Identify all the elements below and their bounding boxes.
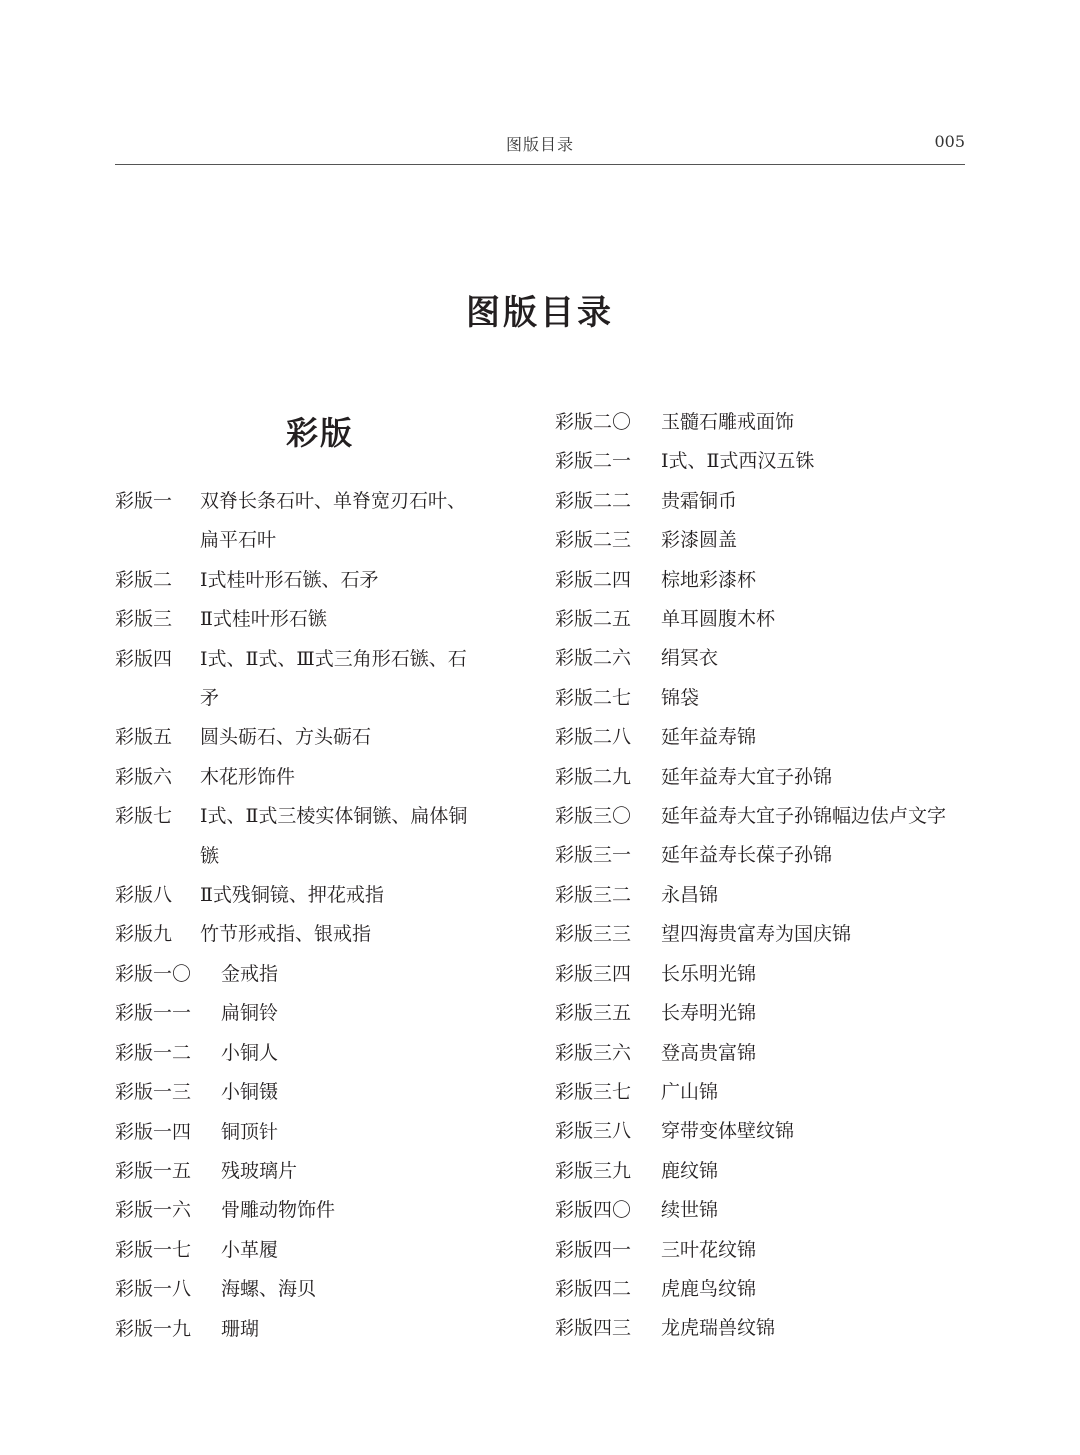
toc-entry-title-line: 鹿纹锦 xyxy=(661,1159,719,1182)
toc-entry-title xyxy=(200,915,535,954)
toc-entry xyxy=(555,797,975,836)
toc-entry-label: 彩版三七 xyxy=(555,1080,632,1103)
toc-entry-title xyxy=(661,758,975,797)
toc-entry-title-line: 延年益寿大宜子孙锦幅边佉卢文字 xyxy=(661,805,947,828)
toc-entry-title-line: 延年益寿长葆子孙锦 xyxy=(661,844,833,867)
toc-entry-label: 彩版一五 xyxy=(115,1159,192,1182)
toc-left-column xyxy=(115,482,535,1349)
toc-entry-title xyxy=(661,403,975,442)
running-header xyxy=(115,128,965,165)
toc-entry-title xyxy=(200,600,535,639)
toc-entry xyxy=(115,758,535,797)
toc-entry xyxy=(115,797,535,876)
toc-entry xyxy=(555,718,975,757)
toc-entry-label: 彩版八 xyxy=(115,884,173,907)
toc-entry-title xyxy=(661,1152,975,1191)
toc-entry xyxy=(115,876,535,915)
toc-entry-label: 彩版六 xyxy=(115,765,173,788)
toc-entry-label: 彩版一四 xyxy=(115,1120,192,1143)
toc-entry-label: 彩版二九 xyxy=(555,765,632,788)
toc-entry-title xyxy=(221,1113,535,1152)
toc-entry-label: 彩版二二 xyxy=(555,489,632,512)
toc-entry-title-continuation: 矛 xyxy=(200,687,220,710)
toc-entry-title-line: 小铜镊 xyxy=(221,1081,279,1104)
toc-entry-label: 彩版三二 xyxy=(555,883,632,906)
toc-entry-label: 彩版三九 xyxy=(555,1159,632,1182)
toc-entry xyxy=(555,1270,975,1309)
page-title: 图版目录 xyxy=(466,293,614,333)
toc-entry-title xyxy=(221,994,535,1033)
toc-entry-label: 彩版一〇 xyxy=(115,962,192,985)
toc-entry xyxy=(555,876,975,915)
toc-entry xyxy=(555,1073,975,1112)
toc-entry-title-line: 龙虎瑞兽纹锦 xyxy=(661,1317,776,1340)
toc-entry-label: 彩版二四 xyxy=(555,568,632,591)
toc-entry xyxy=(115,1034,535,1073)
toc-entry-title-line: Ⅱ式桂叶形石镞 xyxy=(200,608,327,631)
toc-entry-label: 彩版五 xyxy=(115,726,173,749)
toc-entry xyxy=(555,915,975,954)
toc-entry-title-line: 铜顶针 xyxy=(221,1120,279,1143)
toc-entry-title xyxy=(221,1310,535,1349)
toc-entry-title-line: 小革履 xyxy=(221,1238,279,1261)
toc-entry xyxy=(115,994,535,1033)
toc-entry-label: 彩版七 xyxy=(115,805,173,828)
toc-entry-title-continuation: 扁平石叶 xyxy=(200,529,277,552)
toc-entry-title xyxy=(661,679,975,718)
toc-entry xyxy=(115,955,535,994)
toc-entry xyxy=(555,994,975,1033)
toc-entry-title xyxy=(661,1309,975,1348)
toc-entry-label: 彩版一三 xyxy=(115,1081,192,1104)
toc-entry-title xyxy=(661,1270,975,1309)
toc-entry-title-line: 绢冥衣 xyxy=(661,647,719,670)
toc-entry-title-line: 玉髓石雕戒面饰 xyxy=(661,411,795,433)
toc-entry-title xyxy=(661,836,975,875)
toc-entry-title xyxy=(221,1152,535,1191)
toc-entry xyxy=(115,1073,535,1112)
toc-entry-title-line: 彩漆圆盖 xyxy=(661,529,738,552)
toc-entry xyxy=(555,600,975,639)
toc-entry-title-line: 锦袋 xyxy=(661,686,700,709)
toc-entry-title xyxy=(661,521,975,560)
toc-entry-title xyxy=(661,915,975,954)
toc-entry-title-line: 圆头砺石、方头砺石 xyxy=(200,726,372,749)
toc-entry-title-line: 贵霜铜币 xyxy=(661,489,738,512)
toc-entry-label: 彩版四〇 xyxy=(555,1199,632,1222)
toc-entry-label: 彩版三五 xyxy=(555,1002,632,1025)
toc-entry-label: 彩版四一 xyxy=(555,1238,632,1261)
toc-entry-title-line: 海螺、海贝 xyxy=(221,1278,317,1301)
toc-entry-label: 彩版一九 xyxy=(115,1317,192,1340)
toc-entry-label: 彩版二〇 xyxy=(555,411,632,433)
toc-entry-label: 彩版一 xyxy=(115,490,173,512)
toc-entry-label: 彩版一七 xyxy=(115,1238,192,1261)
toc-entry xyxy=(555,758,975,797)
toc-entry xyxy=(555,1152,975,1191)
toc-entry-title-line: 双脊长条石叶、单脊宽刃石叶、 xyxy=(200,490,467,512)
toc-entry-title-line: 延年益寿大宜子孙锦 xyxy=(661,765,833,788)
toc-entry-label: 彩版二 xyxy=(115,568,173,591)
section-title: 彩版 xyxy=(285,414,354,452)
toc-entry xyxy=(555,639,975,678)
toc-entry-label: 彩版四 xyxy=(115,647,173,670)
toc-entry xyxy=(115,482,535,561)
toc-entry-title xyxy=(661,955,975,994)
toc-entry-title-continuation: 镞 xyxy=(200,844,220,867)
toc-entry-title xyxy=(661,718,975,757)
toc-entry xyxy=(115,1113,535,1152)
toc-entry-title-line: Ⅰ式、Ⅱ式、Ⅲ式三角形石镞、石 xyxy=(200,647,467,670)
toc-entry xyxy=(555,1034,975,1073)
toc-entry xyxy=(115,600,535,639)
toc-entry-title xyxy=(221,1270,535,1309)
toc-entry xyxy=(555,482,975,521)
toc-entry xyxy=(555,561,975,600)
toc-right-column xyxy=(555,403,975,1349)
toc-entry-title-line: 木花形饰件 xyxy=(200,765,296,788)
toc-entry-title-line: 登高贵富锦 xyxy=(661,1041,757,1064)
toc-entry-title xyxy=(661,561,975,600)
toc-entry-title-line: 延年益寿锦 xyxy=(661,726,757,749)
toc-entry-title xyxy=(661,1191,975,1230)
running-title: 图版目录 xyxy=(505,135,574,154)
toc-entry-title-line: 望四海贵富寿为国庆锦 xyxy=(661,923,852,946)
toc-entry-title xyxy=(200,640,535,719)
toc-entry-title xyxy=(661,1231,975,1270)
toc-entry-title xyxy=(661,600,975,639)
toc-entry-title-line: 小铜人 xyxy=(221,1041,279,1064)
toc-entry-title xyxy=(661,442,975,481)
toc-entry-label: 彩版三四 xyxy=(555,962,632,985)
toc-entry-title-line: 扁铜铃 xyxy=(221,1002,279,1025)
page-number: 005 xyxy=(934,132,965,151)
toc-entry-label: 彩版四三 xyxy=(555,1317,632,1340)
toc-entry-label: 彩版二一 xyxy=(555,450,632,473)
toc-entry-title-line: 单耳圆腹木杯 xyxy=(661,608,776,631)
toc-entry-title-line: 虎鹿鸟纹锦 xyxy=(661,1277,757,1300)
toc-entry-title xyxy=(661,639,975,678)
toc-entry-title xyxy=(200,482,535,561)
toc-entry-label: 彩版一二 xyxy=(115,1041,192,1064)
toc-entry-label: 彩版二八 xyxy=(555,726,632,749)
toc-entry-title-line: 珊瑚 xyxy=(221,1317,260,1340)
toc-entry-title-line: 金戒指 xyxy=(221,962,279,985)
toc-entry-title xyxy=(221,955,535,994)
toc-entry xyxy=(555,1112,975,1151)
toc-entry-label: 彩版二七 xyxy=(555,686,632,709)
toc-entry-title xyxy=(200,797,535,876)
toc-entry-label: 彩版三三 xyxy=(555,923,632,946)
toc-entry-title-line: 竹节形戒指、银戒指 xyxy=(200,923,372,946)
toc-entry xyxy=(115,1231,535,1270)
toc-entry-label: 彩版三 xyxy=(115,608,173,631)
toc-entry-title xyxy=(661,797,975,836)
toc-entry xyxy=(115,915,535,954)
toc-entry-title xyxy=(661,994,975,1033)
toc-entry-title-line: 长寿明光锦 xyxy=(661,1002,757,1025)
toc-entry-label: 彩版二六 xyxy=(555,647,632,670)
toc-entry-title-line: 长乐明光锦 xyxy=(661,962,757,985)
toc-entry xyxy=(115,1310,535,1349)
toc-entry xyxy=(555,403,975,442)
toc-entry-title xyxy=(200,876,535,915)
toc-entry-title xyxy=(200,718,535,757)
toc-entry-title-line: 棕地彩漆杯 xyxy=(661,568,757,591)
toc-entry-title xyxy=(221,1231,535,1270)
toc-entry-label: 彩版三八 xyxy=(555,1120,632,1143)
toc-entry-title xyxy=(221,1034,535,1073)
toc-entry xyxy=(555,442,975,481)
toc-entry-title xyxy=(221,1073,535,1112)
toc-entry-title-line: Ⅰ式、Ⅱ式西汉五铢 xyxy=(661,450,815,473)
toc-entry xyxy=(555,955,975,994)
toc-entry-title-line: 骨雕动物饰件 xyxy=(221,1199,336,1222)
toc-entry-title-line: Ⅰ式桂叶形石镞、石矛 xyxy=(200,568,379,591)
toc-entry xyxy=(115,561,535,600)
toc-entry xyxy=(555,1231,975,1270)
toc-entry xyxy=(115,640,535,719)
toc-entry-label: 彩版四二 xyxy=(555,1277,632,1300)
toc-entry-title-line: 广山锦 xyxy=(661,1080,719,1103)
toc-entry-label: 彩版一六 xyxy=(115,1199,192,1222)
toc-entry-title-line: 三叶花纹锦 xyxy=(661,1238,757,1261)
toc-entry-title-line: 穿带变体壁纹锦 xyxy=(661,1120,795,1143)
toc-entry-title xyxy=(200,758,535,797)
toc-entry-title-line: Ⅰ式、Ⅱ式三棱实体铜镞、扁体铜 xyxy=(200,805,468,828)
toc-entry-label: 彩版二五 xyxy=(555,608,632,631)
toc-entry-title xyxy=(661,1112,975,1151)
toc-entry-title-line: 永昌锦 xyxy=(661,883,719,906)
toc-entry-label: 彩版一一 xyxy=(115,1002,192,1025)
toc-entry-title xyxy=(200,561,535,600)
toc-entry-label: 彩版三一 xyxy=(555,844,632,867)
toc-entry-label: 彩版一八 xyxy=(115,1278,192,1301)
toc-entry-title-line: Ⅱ式残铜镜、押花戒指 xyxy=(200,884,384,907)
toc-entry xyxy=(555,679,975,718)
toc-entry-title-line: 续世锦 xyxy=(661,1199,719,1222)
toc-entry xyxy=(115,1270,535,1309)
toc-entry xyxy=(555,1309,975,1348)
toc-entry-title xyxy=(661,1034,975,1073)
toc-entry xyxy=(555,521,975,560)
toc-entry-label: 彩版三〇 xyxy=(555,805,632,828)
toc-entry-title xyxy=(661,482,975,521)
toc-entry xyxy=(555,1191,975,1230)
toc-entry xyxy=(115,1152,535,1191)
toc-entry-title xyxy=(221,1191,535,1230)
toc-entry xyxy=(115,718,535,757)
toc-entry-label: 彩版二三 xyxy=(555,529,632,552)
toc-entry xyxy=(115,1191,535,1230)
toc-entry-title xyxy=(661,1073,975,1112)
toc-entry-title-line: 残玻璃片 xyxy=(221,1159,298,1182)
toc-entry-title xyxy=(661,876,975,915)
toc-entry-label: 彩版三六 xyxy=(555,1041,632,1064)
toc-entry-label: 彩版九 xyxy=(115,923,173,946)
toc-entry xyxy=(555,836,975,875)
